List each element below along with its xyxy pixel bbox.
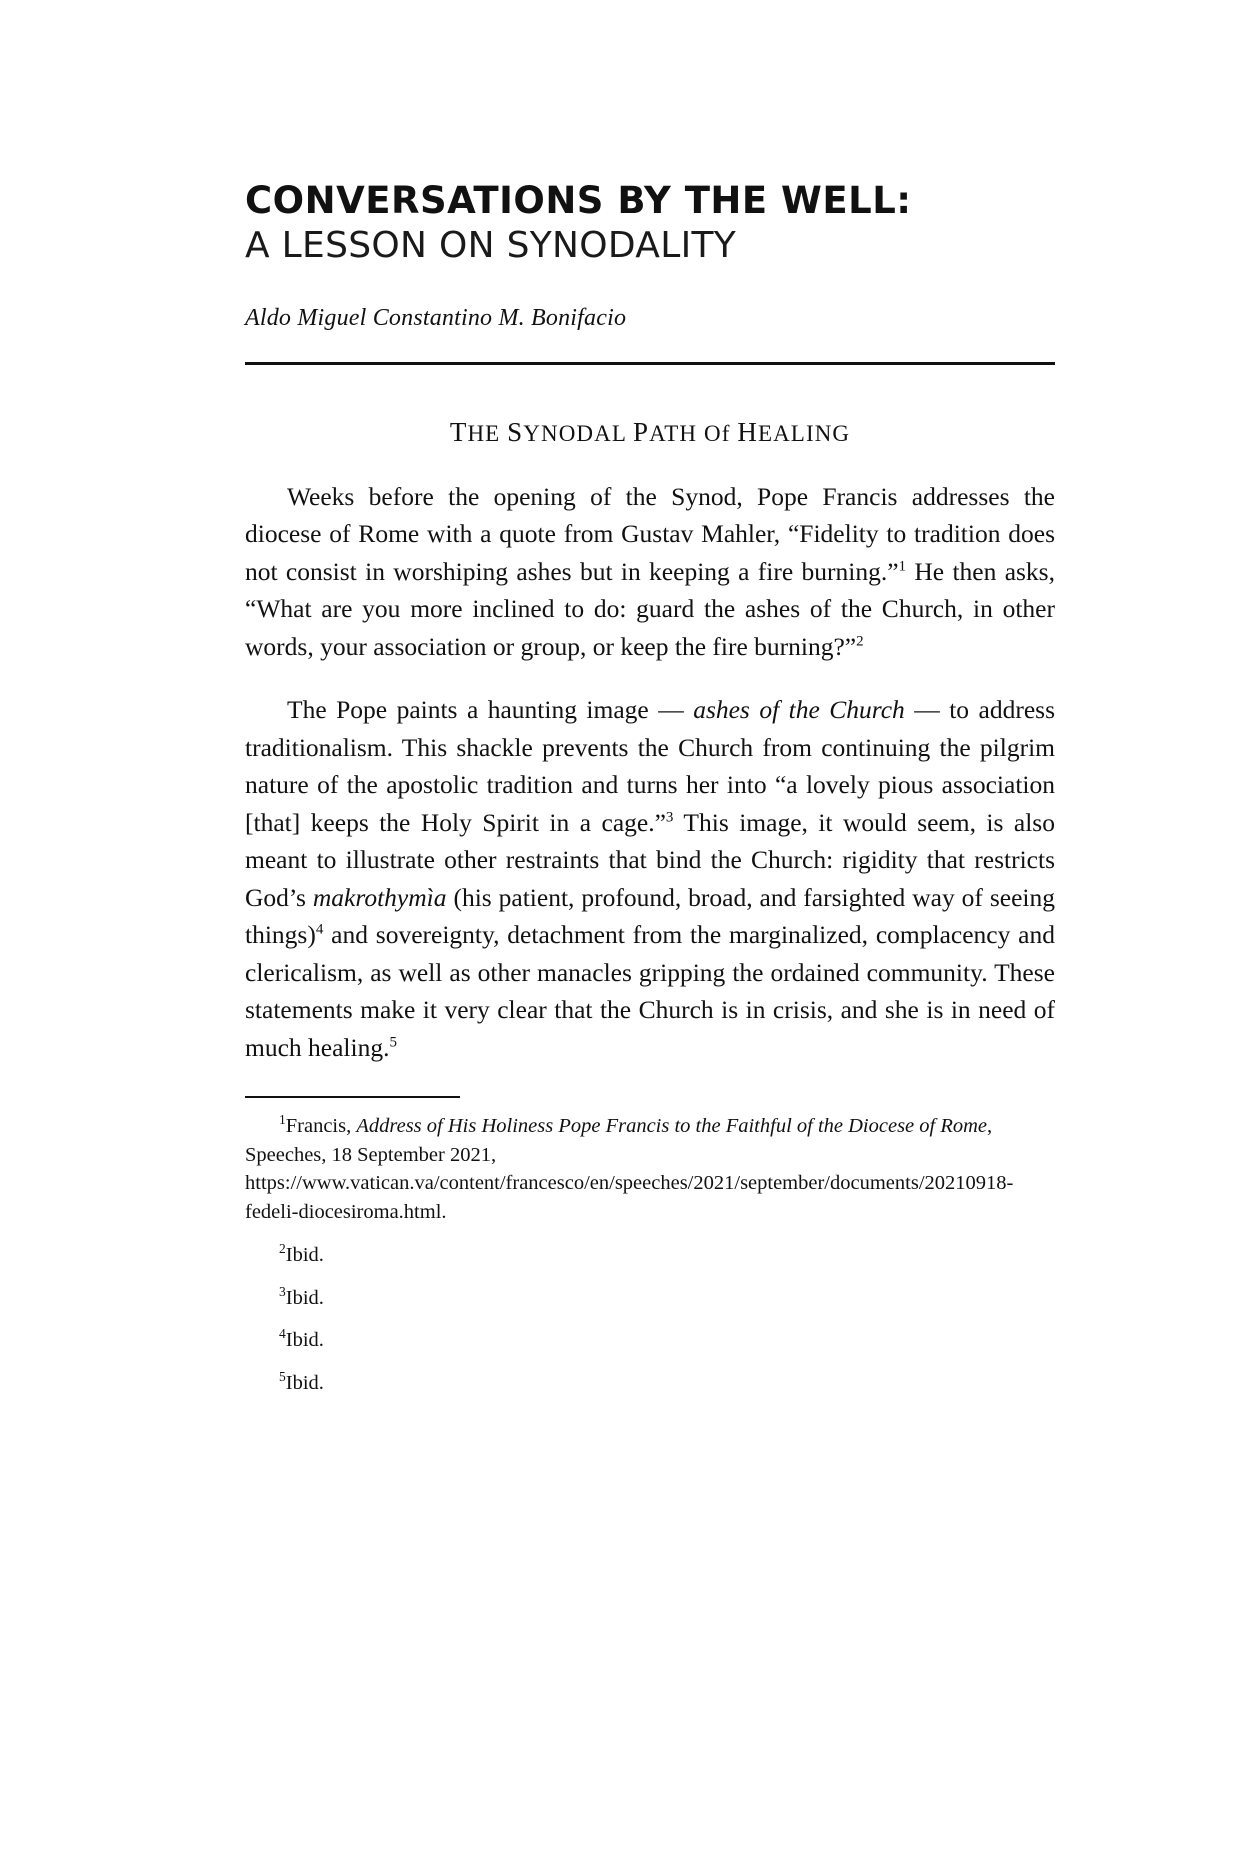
footnote-marker-2[interactable]: 2	[856, 633, 864, 650]
footnote-item-2	[245, 1241, 1055, 1270]
footnote-number-2: 2	[279, 1241, 286, 1257]
paragraph-2-text-b: — to address traditionalism. This shackle prevents the Church from continuing the pilgrim nature of the apostolic tradition and turns her into “a lovely pious association [that] keeps the Holy Spirit in a cage.”	[245, 695, 1056, 837]
footnote-divider	[245, 1096, 460, 1098]
footnote-marker-5[interactable]: 5	[389, 1034, 397, 1051]
footnote-1-tail: , Speeches, 18 September 2021, https://www.vatican.va/content/francesco/en/speeches/2021/september/documents/20210918-fedeli-diocesiroma.html.	[245, 1115, 1014, 1224]
footnote-number-5: 5	[279, 1369, 286, 1385]
footnote-marker-4[interactable]: 4	[315, 921, 324, 938]
body-paragraph-2	[245, 691, 1055, 1066]
section-heading-text: THE SYNODAL PATH Of HEALING	[449, 416, 851, 447]
paragraph-1-text-b: He then asks, “What are you more inclined to do: guard the ashes of the Church, in other words, your association or group, or keep the fire burning?”	[245, 556, 1055, 661]
paragraph-1-text-a: Weeks before the opening of the Synod, Pope Francis addresses the diocese of Rome with a quote from Gustav Mahler, “Fidelity to tradition does not consist in worshiping ashes but in keeping a fire burning.”	[245, 481, 1055, 586]
paragraph-2-text-c: This image, it would seem, is also meant to illustrate other restraints that bind the Church: rigidity that restricts God’s	[245, 807, 1055, 912]
paragraph-2-italic-2: makrothymìa	[312, 882, 447, 912]
footnote-4-text: Ibid.	[285, 1329, 324, 1352]
paragraph-2-italic-1: ashes of the Church	[693, 695, 905, 725]
footnote-5-text: Ibid.	[285, 1371, 324, 1394]
body-paragraph-1	[245, 478, 1055, 665]
footnote-number-1: 1	[279, 1112, 286, 1128]
page-content	[245, 180, 1055, 1398]
footnote-1-title: Address of His Holiness Pope Francis to the Faithful of the Diocese of Rome	[356, 1115, 988, 1138]
footnote-number-3: 3	[279, 1283, 286, 1299]
title-divider	[245, 362, 1055, 365]
footnote-marker-1[interactable]: 1	[898, 558, 907, 575]
footnote-marker-3[interactable]: 3	[665, 809, 674, 826]
footnote-number-4: 4	[279, 1326, 286, 1342]
footnote-item-3	[245, 1284, 1055, 1313]
footnote-list	[245, 1112, 1055, 1398]
paragraph-2-text-a: The Pope paints a haunting image —	[287, 695, 694, 725]
paragraph-2-text-d: (his patient, profound, broad, and farsighted way of seeing things)	[245, 882, 1055, 950]
paragraph-2-text-e: and sovereignty, detachment from the marginalized, complacency and clericalism, as well as other manacles gripping the ordained community. These statements make it very clear that the Church is in crisis, and she is in need of much healing.	[245, 920, 1055, 1062]
footnote-item-4	[245, 1326, 1055, 1355]
footnote-1-lead: Francis,	[285, 1115, 357, 1138]
section-heading	[245, 417, 1055, 448]
page-title-sub: A LESSON ON SYNODALITY	[245, 225, 737, 267]
footnote-item-1	[245, 1112, 1055, 1227]
footnote-item-5	[245, 1369, 1055, 1398]
footnote-2-text: Ibid.	[285, 1243, 324, 1266]
footnote-3-text: Ibid.	[285, 1286, 324, 1309]
author-name: Aldo Miguel Constantino M. Bonifacio	[245, 304, 627, 331]
page-title-main: CONVERSATIONS BY THE WELL:	[245, 179, 912, 222]
